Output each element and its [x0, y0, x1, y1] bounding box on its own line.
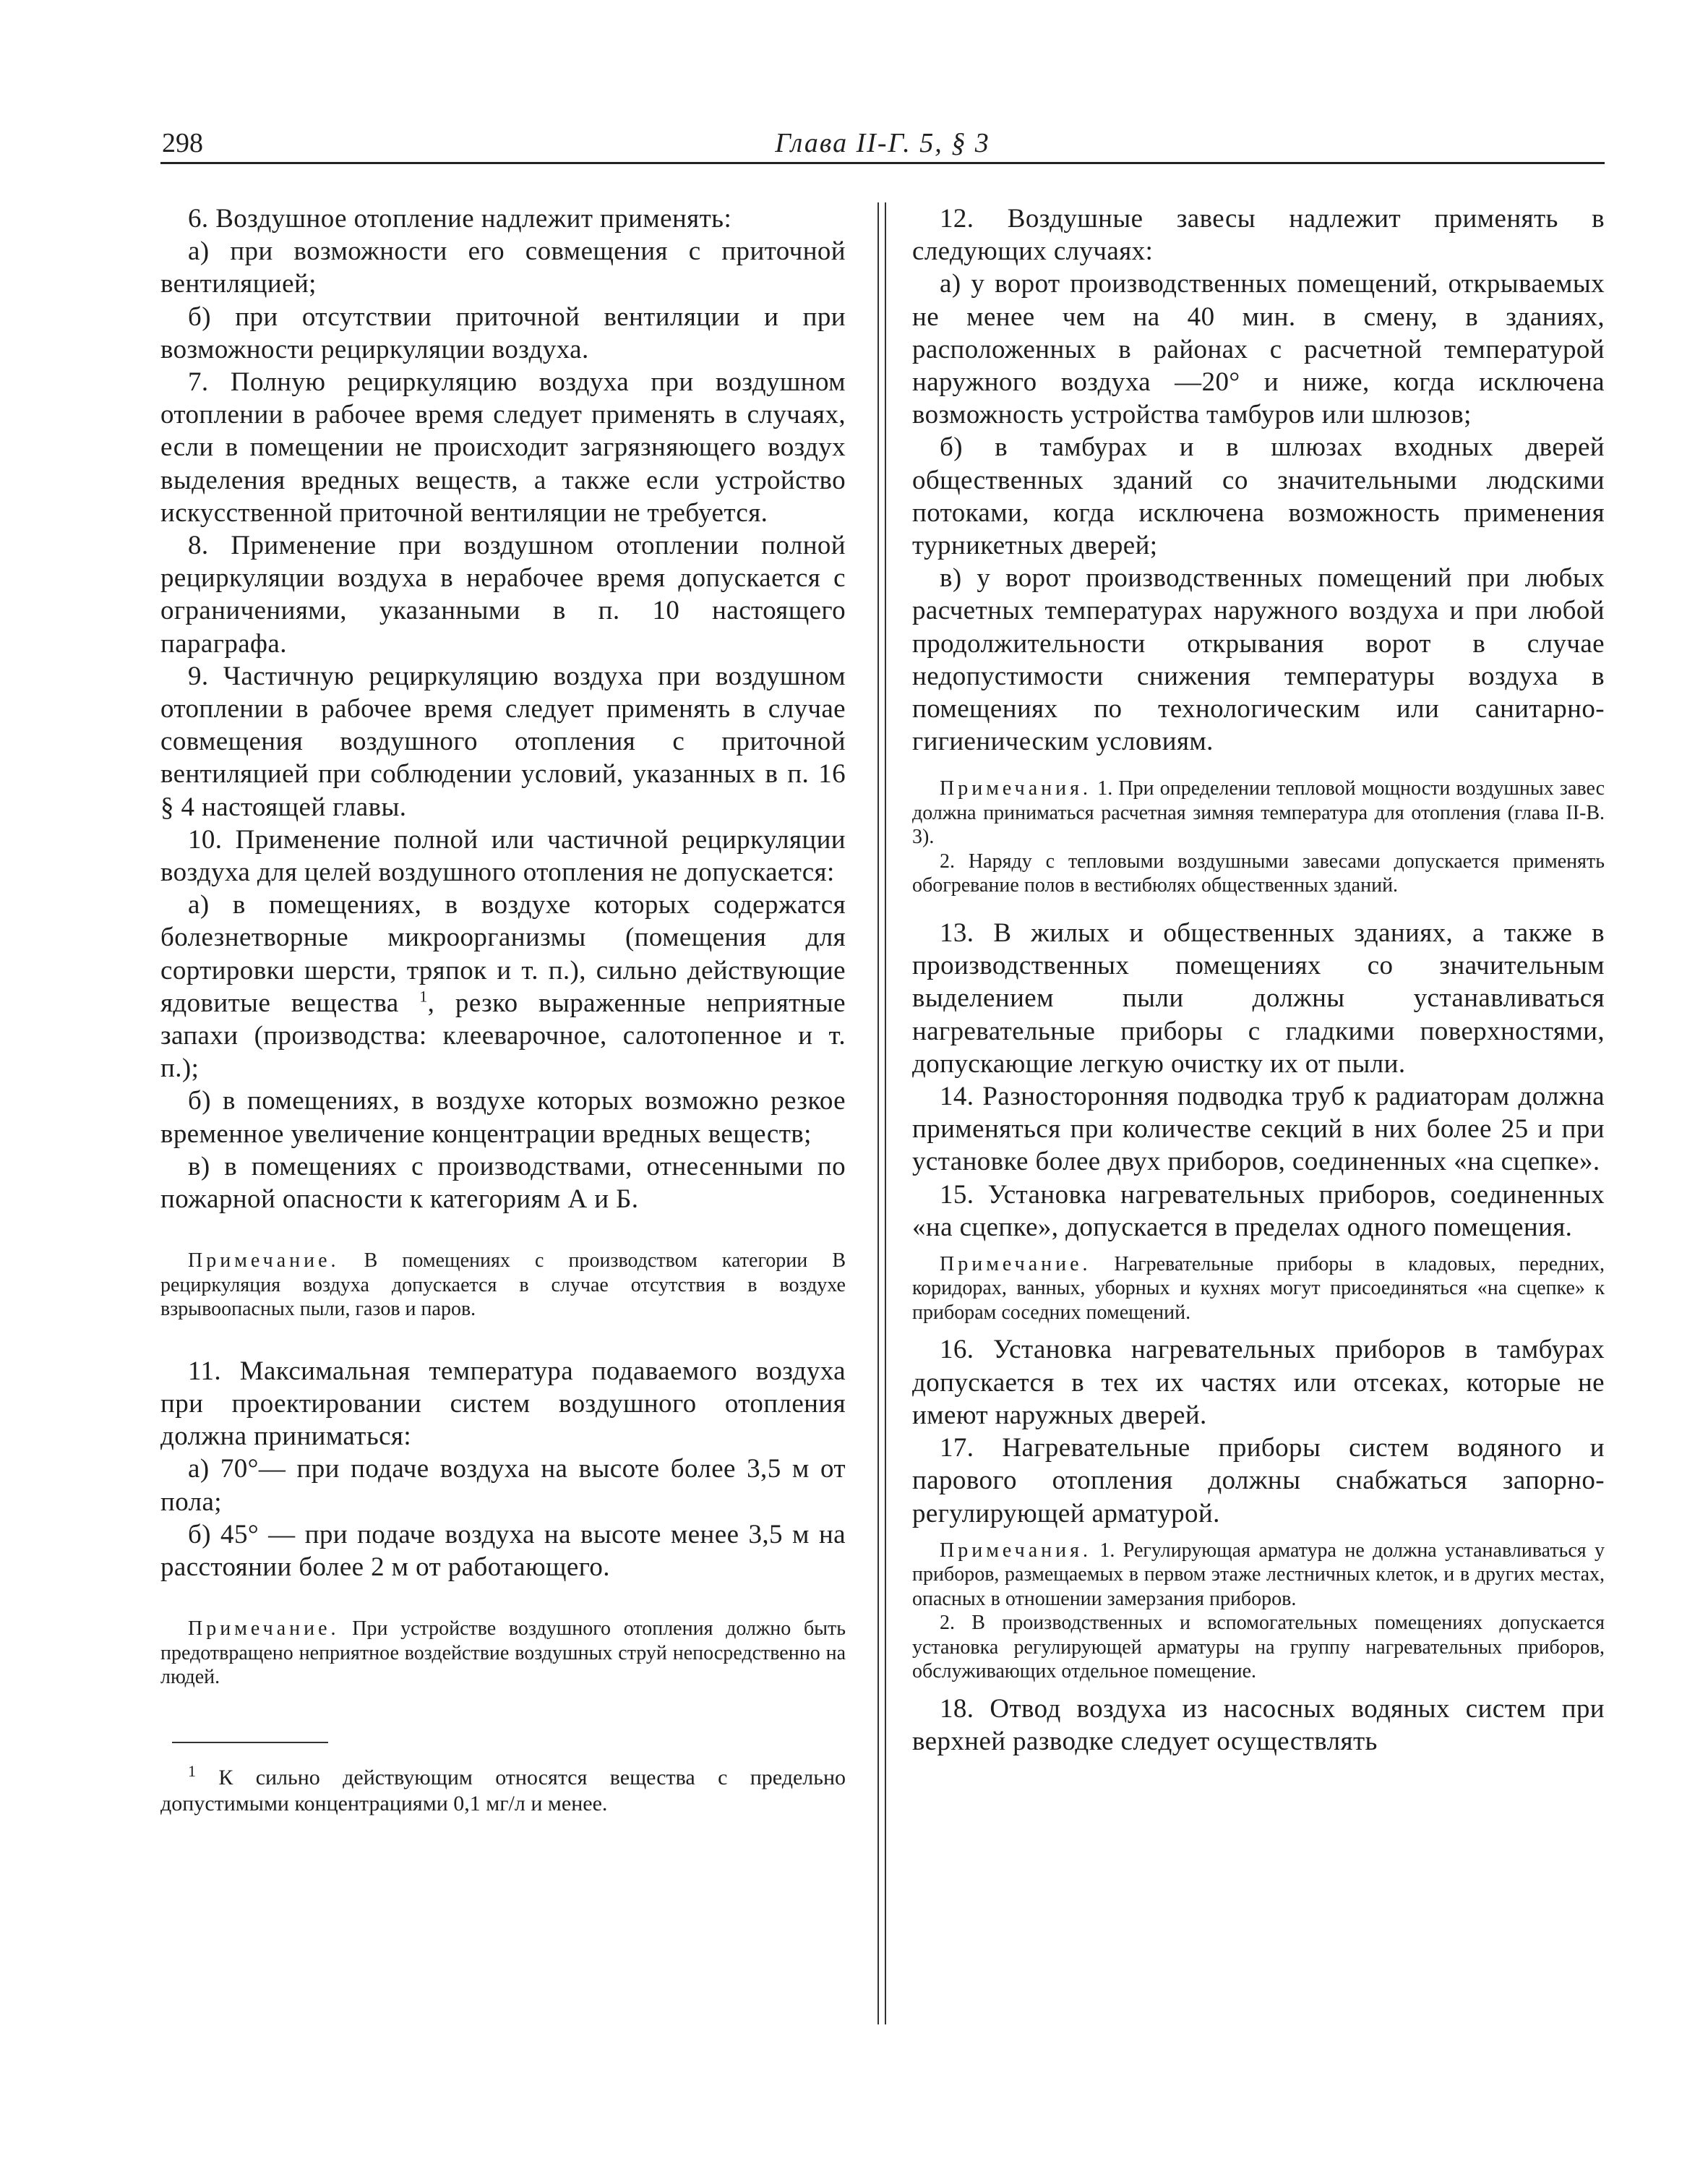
notes-label: Примечания.	[940, 1539, 1092, 1562]
footnote	[160, 1761, 846, 1817]
note-clause-17-item-1	[912, 1539, 1605, 1612]
clause-10a-text: а) в помещениях, в воздухе которых содержатся болезнетворные микроорганизмы (помещения для сортировки шерсти, тряпок и т. п.), сильно действующие ядовитые вещества	[160, 890, 846, 1018]
clause-16: 16. Установка нагревательных приборов в тамбурах допускается в тех их частях или отсеках, которые не имеют наружных дверей.	[912, 1335, 1605, 1430]
note-text: 1. При определении тепловой мощности воздушных завес должна приниматься расчетная зимняя температура для отопления (глава II-В. 3).	[912, 777, 1605, 849]
clause-10b: б) в помещениях, в воздухе которых возможно резкое временное увеличение концентрации вредных веществ;	[160, 1086, 846, 1149]
note-clause-15	[912, 1252, 1605, 1325]
clause-11a: а) 70°— при подаче воздуха на высоте более 3,5 м от пола;	[160, 1454, 846, 1517]
clause-11b: б) 45° — при подаче воздуха на высоте менее 3,5 м на расстоянии более 2 м от работающего.	[160, 1519, 846, 1583]
clause-13: 13. В жилых и общественных зданиях, а также в производственных помещениях со значительным выделением пыли должны устанавливаться нагревательные приборы с гладкими поверхностями, допускающие легкую очистку их от пыли.	[912, 918, 1605, 1079]
header-rule	[160, 162, 1605, 164]
chapter-reference: Глава II-Г. 5, § 3	[775, 128, 990, 158]
column-divider	[885, 202, 886, 2024]
clause-7: 7. Полную рециркуляцию воздуха при воздушном отоплении в рабочее время следует применять в случаях, если в помещении не происходит загрязняющего воздух выделения вредных веществ, а также если устройство искусственной приточной вентиляции не требуется.	[160, 367, 846, 528]
footnote-rule	[172, 1742, 328, 1743]
clause-18: 18. Отвод воздуха из насосных водяных систем при верхней разводке следует осуществлять	[912, 1693, 1605, 1756]
clause-12b: б) в тамбурах и в шлюзах входных дверей общественных зданий со значительными людскими потоками, когда исключена возможность применения турникетных дверей;	[912, 432, 1605, 561]
clause-10a	[160, 889, 846, 1085]
clause-8: 8. Применение при воздушном отоплении полной рециркуляции воздуха в нерабочее время допускается с ограничениями, указанными в п. 10 настоящего параграфа.	[160, 531, 846, 659]
footnote-reference: 1	[419, 987, 428, 1006]
clause-14: 14. Разносторонняя подводка труб к радиаторам должна применяться при количестве секций в них более 25 и при установке более двух приборов, соединенных «на сцепке».	[912, 1081, 1605, 1177]
clause-17: 17. Нагревательные приборы систем водяного и парового отопления должны снабжаться запорно-регулирующей арматурой.	[912, 1433, 1605, 1528]
page-number: 298	[162, 128, 203, 158]
clause-9: 9. Частичную рециркуляцию воздуха при воздушном отоплении в рабочее время следует применять в случае совмещения воздушного отопления с приточной вентиляцией при соблюдении условий, указанных в п. 16 § 4 настоящей главы.	[160, 661, 846, 822]
note-text: Нагревательные приборы в кладовых, передних, коридорах, ванных, уборных и кухнях могут присоединяться «на сцепке» к приборам соседних помещений.	[912, 1252, 1605, 1324]
note-clause-12-item-1	[912, 777, 1605, 850]
note-label: Примечание.	[940, 1252, 1091, 1275]
left-column	[160, 202, 846, 1817]
right-column	[912, 202, 1605, 1758]
notes-label: Примечания.	[940, 777, 1092, 800]
note-text: 1. Регулирующая арматура не должна устанавливаться у приборов, размещаемых в первом этаже лестничных клеток, и в других местах, опасных в отношении замерзания приборов.	[912, 1539, 1605, 1610]
clause-12a: а) у ворот производственных помещений, открываемых не менее чем на 40 мин. в смену, в зданиях, расположенных в районах с расчетной температурой наружного воздуха —20° и ниже, когда исключена возможность устройства тамбуров или шлюзов;	[912, 269, 1605, 430]
footnote-marker: 1	[188, 1761, 196, 1780]
clause-15: 15. Установка нагревательных приборов, соединенных «на сцепке», допускается в пределах одного помещения.	[912, 1179, 1605, 1242]
clause-10a-text-continued: , резко выраженные неприятные запахи (производства: клееварочное, салотопенное и т. п.);	[160, 988, 846, 1084]
note-clause-17-item-2: 2. В производственных и вспомогательных помещениях допускается установка регулирующей арматуры на группу нагревательных приборов, обслуживающих отдельное помещение.	[912, 1612, 1605, 1683]
note-label: Примечание.	[188, 1617, 340, 1641]
clause-11: 11. Максимальная температура подаваемого воздуха при проектировании систем воздушного отопления должна приниматься:	[160, 1356, 846, 1452]
clause-6: 6. Воздушное отопление надлежит применять:	[188, 204, 732, 234]
clause-10c: в) в помещениях с производствами, отнесенными по пожарной опасности к категориям А и Б.	[160, 1151, 846, 1215]
note-clause-11	[160, 1617, 846, 1690]
clause-10: 10. Применение полной или частичной рециркуляции воздуха для целей воздушного отопления не допускается:	[160, 824, 846, 888]
clause-12c: в) у ворот производственных помещений при любых расчетных температурах наружного воздуха и при любой продолжительности открывания ворот в случае недопустимости снижения температуры воздуха в помещениях по технологическим или санитарно-гигиеническим условиям.	[912, 563, 1605, 757]
note-clause-10	[160, 1249, 846, 1322]
column-divider	[877, 202, 879, 2024]
note-text: В помещениях с производством категории В рециркуляция воздуха допускается в случае отсутствия в воздухе взрывоопасных пыли, газов и паров.	[160, 1249, 846, 1321]
clause-6a: а) при возможности его совмещения с приточной вентиляцией;	[160, 236, 846, 299]
note-clause-12-item-2: 2. Наряду с тепловыми воздушными завесами допускается применять обогревание полов в вестибюлях общественных зданий.	[912, 850, 1605, 897]
clause-6b: б) при отсутствии приточной вентиляции и при возможности рециркуляции воздуха.	[160, 301, 846, 364]
footnote-text: К сильно действующим относятся вещества с предельно допустимыми концентрациями 0,1 мг/л и менее.	[160, 1765, 846, 1815]
note-text: При устройстве воздушного отопления должно быть предотвращено неприятное воздействие воздушных струй непосредственно на людей.	[160, 1617, 846, 1689]
clause-12: 12. Воздушные завесы надлежит применять в следующих случаях:	[912, 204, 1605, 267]
note-label: Примечание.	[188, 1249, 340, 1273]
